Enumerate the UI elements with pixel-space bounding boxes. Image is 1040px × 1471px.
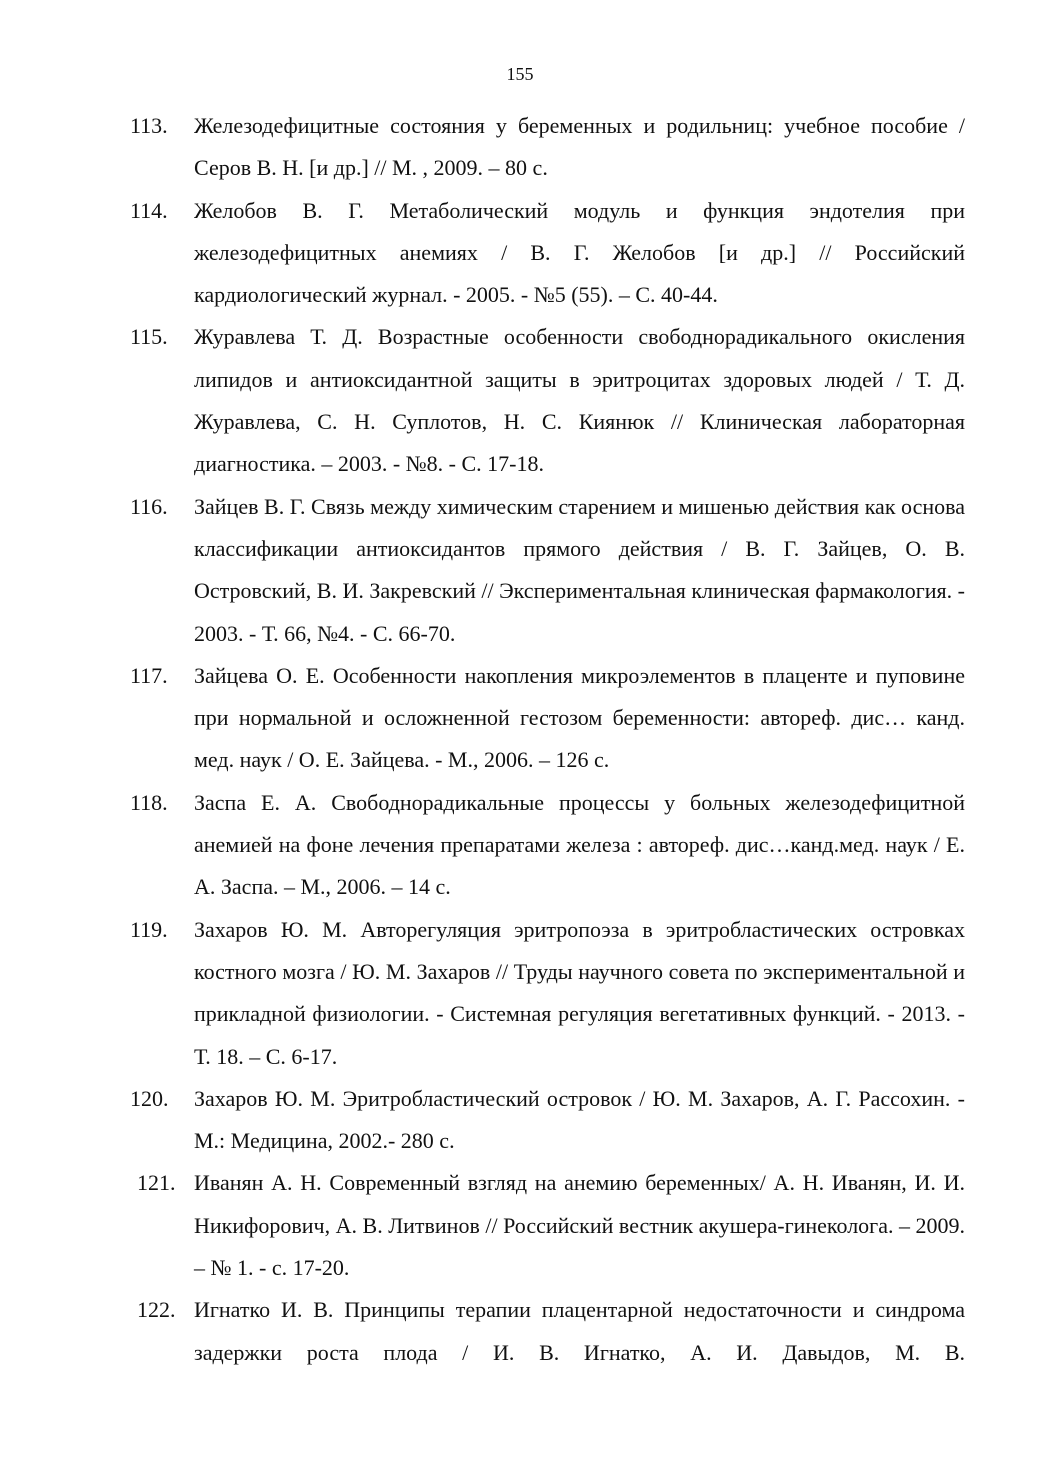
reference-list	[0, 105, 1040, 1374]
reference-text: Захаров Ю. М. Эритробластический островок / Ю. М. Захаров, А. Г. Рассохин. - М.: Медицина, 2002.- 280 с.	[194, 1085, 965, 1154]
reference-item	[0, 105, 965, 190]
reference-text: Зайцев В. Г. Связь между химическим старением и мишенью действия как основа классификации антиоксидантов прямого действия / В. Г. Зайцев, О. В. Островский, В. И. Закревский // Экспериментальная клиническая фармакология. - 2003. - Т. 66, №4. - С. 66-70.	[194, 493, 965, 646]
reference-number: 120.	[130, 1085, 169, 1111]
reference-item	[0, 1162, 965, 1289]
reference-number: 117.	[130, 662, 168, 688]
reference-text: Заспа Е. А. Свободнорадикальные процессы у больных железодефицитной анемией на фоне лечения препаратами железа : автореф. дис…канд.мед. наук / Е. А. Заспа. – М., 2006. – 14 с.	[194, 789, 965, 900]
reference-item	[0, 1289, 965, 1374]
reference-item	[0, 316, 965, 485]
page-number: 155	[506, 64, 534, 84]
reference-item	[0, 909, 965, 1078]
reference-number: 116.	[130, 493, 168, 519]
reference-number: 119.	[130, 916, 168, 942]
reference-text: Иванян А. Н. Современный взгляд на анемию беременных/ А. Н. Иванян, И. И. Никифорович, А. В. Литвинов // Российский вестник акушера-гинеколога. – 2009. – № 1. - с. 17-20.	[194, 1170, 965, 1281]
reference-item	[0, 1078, 965, 1163]
reference-number: 121.	[137, 1170, 176, 1196]
reference-text: Игнатко И. В. Принципы терапии плацентарной недостаточности и синдрома задержки роста плода / И. В. Игнатко, А. И. Давыдов, М. В.	[194, 1297, 965, 1365]
reference-number: 118.	[130, 789, 168, 815]
reference-text: Журавлева Т. Д. Возрастные особенности свободнорадикального окисления липидов и антиоксидантной защиты в эритроцитах здоровых людей / Т. Д. Журавлева, С. Н. Суплотов, Н. С. Киянюк // Клиническая лабораторная диагностика. – 2003. - №8. - С. 17-18.	[194, 324, 965, 477]
reference-item	[0, 190, 965, 317]
reference-number: 113.	[130, 113, 168, 138]
reference-item	[0, 782, 965, 909]
reference-item	[0, 655, 965, 782]
reference-text: Железодефицитные состояния у беременных и родильниц: учебное пособие / Серов В. Н. [и др.] // М. , 2009. – 80 с.	[194, 113, 965, 181]
reference-number: 114.	[130, 197, 168, 223]
reference-text: Захаров Ю. М. Авторегуляция эритропоэза в эритробластических островках костного мозга / Ю. М. Захаров // Труды научного совета по экспериментальной и прикладной физиологии. - Системная регуляция вегетативных функций. - 2013. - Т. 18. – С. 6-17.	[194, 916, 965, 1069]
reference-text: Зайцева О. Е. Особенности накопления микроэлементов в плаценте и пуповине при нормальной и осложненной гестозом беременности: автореф. дис… канд. мед. наук / О. Е. Зайцева. - М., 2006. – 126 с.	[194, 662, 965, 773]
reference-text: Желобов В. Г. Метаболический модуль и функция эндотелия при железодефицитных анемиях / В. Г. Желобов [и др.] // Российский кардиологический журнал. - 2005. - №5 (55). – С. 40-44.	[194, 197, 965, 308]
reference-number: 115.	[130, 324, 168, 350]
reference-number: 122.	[137, 1297, 176, 1323]
reference-item	[0, 486, 965, 655]
